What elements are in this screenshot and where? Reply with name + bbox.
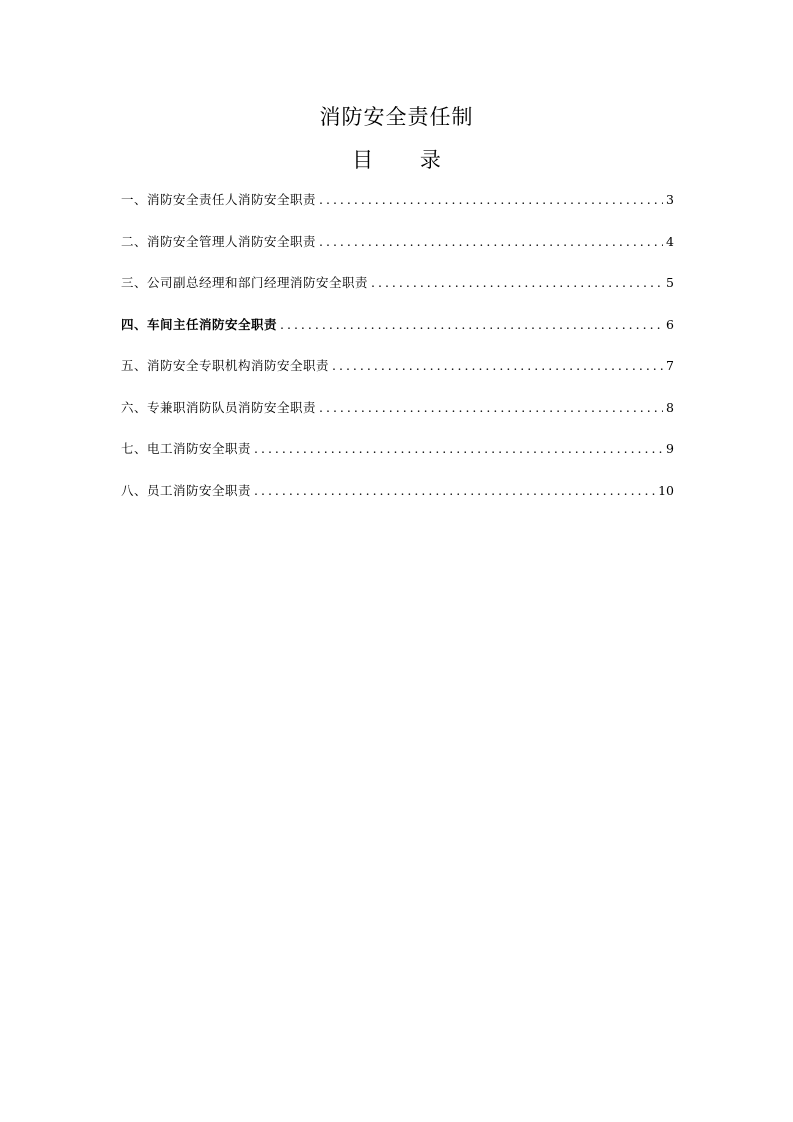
toc-page-number: 8	[666, 399, 674, 415]
toc-entry-5[interactable]	[121, 356, 674, 398]
toc-entry-3[interactable]	[121, 273, 674, 315]
toc-dot-leader	[319, 398, 663, 418]
toc-entry-2[interactable]	[121, 232, 674, 274]
toc-entry-1[interactable]	[121, 190, 674, 232]
toc-heading: 目 录	[352, 148, 441, 172]
toc-entry-label: 六、专兼职消防队员消防安全职责	[121, 399, 317, 415]
toc-entry-4[interactable]	[121, 315, 674, 357]
toc-entry-label: 五、消防安全专职机构消防安全职责	[121, 358, 330, 373]
toc-entry-8[interactable]	[121, 481, 674, 523]
toc-page-number: 5	[666, 275, 674, 290]
toc-entry-label: 三、公司副总经理和部门经理消防安全职责	[121, 275, 369, 290]
document-title: 消防安全责任制	[319, 105, 474, 129]
toc-page-number: 4	[666, 233, 674, 249]
toc-entry-label: 八、员工消防安全职责	[121, 482, 252, 498]
toc-entry-7[interactable]	[121, 439, 674, 481]
toc-page-number: 10	[658, 482, 674, 498]
toc-page-number: 6	[666, 316, 674, 332]
toc-dot-leader	[319, 232, 663, 252]
toc-dot-leader	[254, 439, 663, 459]
toc-dot-leader	[319, 190, 663, 210]
toc-entry-label: 七、电工消防安全职责	[121, 441, 252, 456]
table-of-contents	[121, 190, 674, 522]
toc-entry-label: 二、消防安全管理人消防安全职责	[121, 233, 317, 249]
toc-entry-6[interactable]	[121, 398, 674, 440]
toc-entry-label: 四、车间主任消防安全职责	[121, 316, 278, 332]
toc-dot-leader	[280, 315, 663, 335]
toc-dot-leader	[332, 356, 663, 376]
toc-dot-leader	[371, 273, 663, 293]
toc-dot-leader	[254, 481, 655, 501]
toc-page-number: 3	[666, 192, 674, 207]
toc-page-number: 9	[666, 441, 674, 456]
toc-entry-label: 一、消防安全责任人消防安全职责	[121, 192, 317, 207]
toc-page-number: 7	[666, 358, 674, 373]
